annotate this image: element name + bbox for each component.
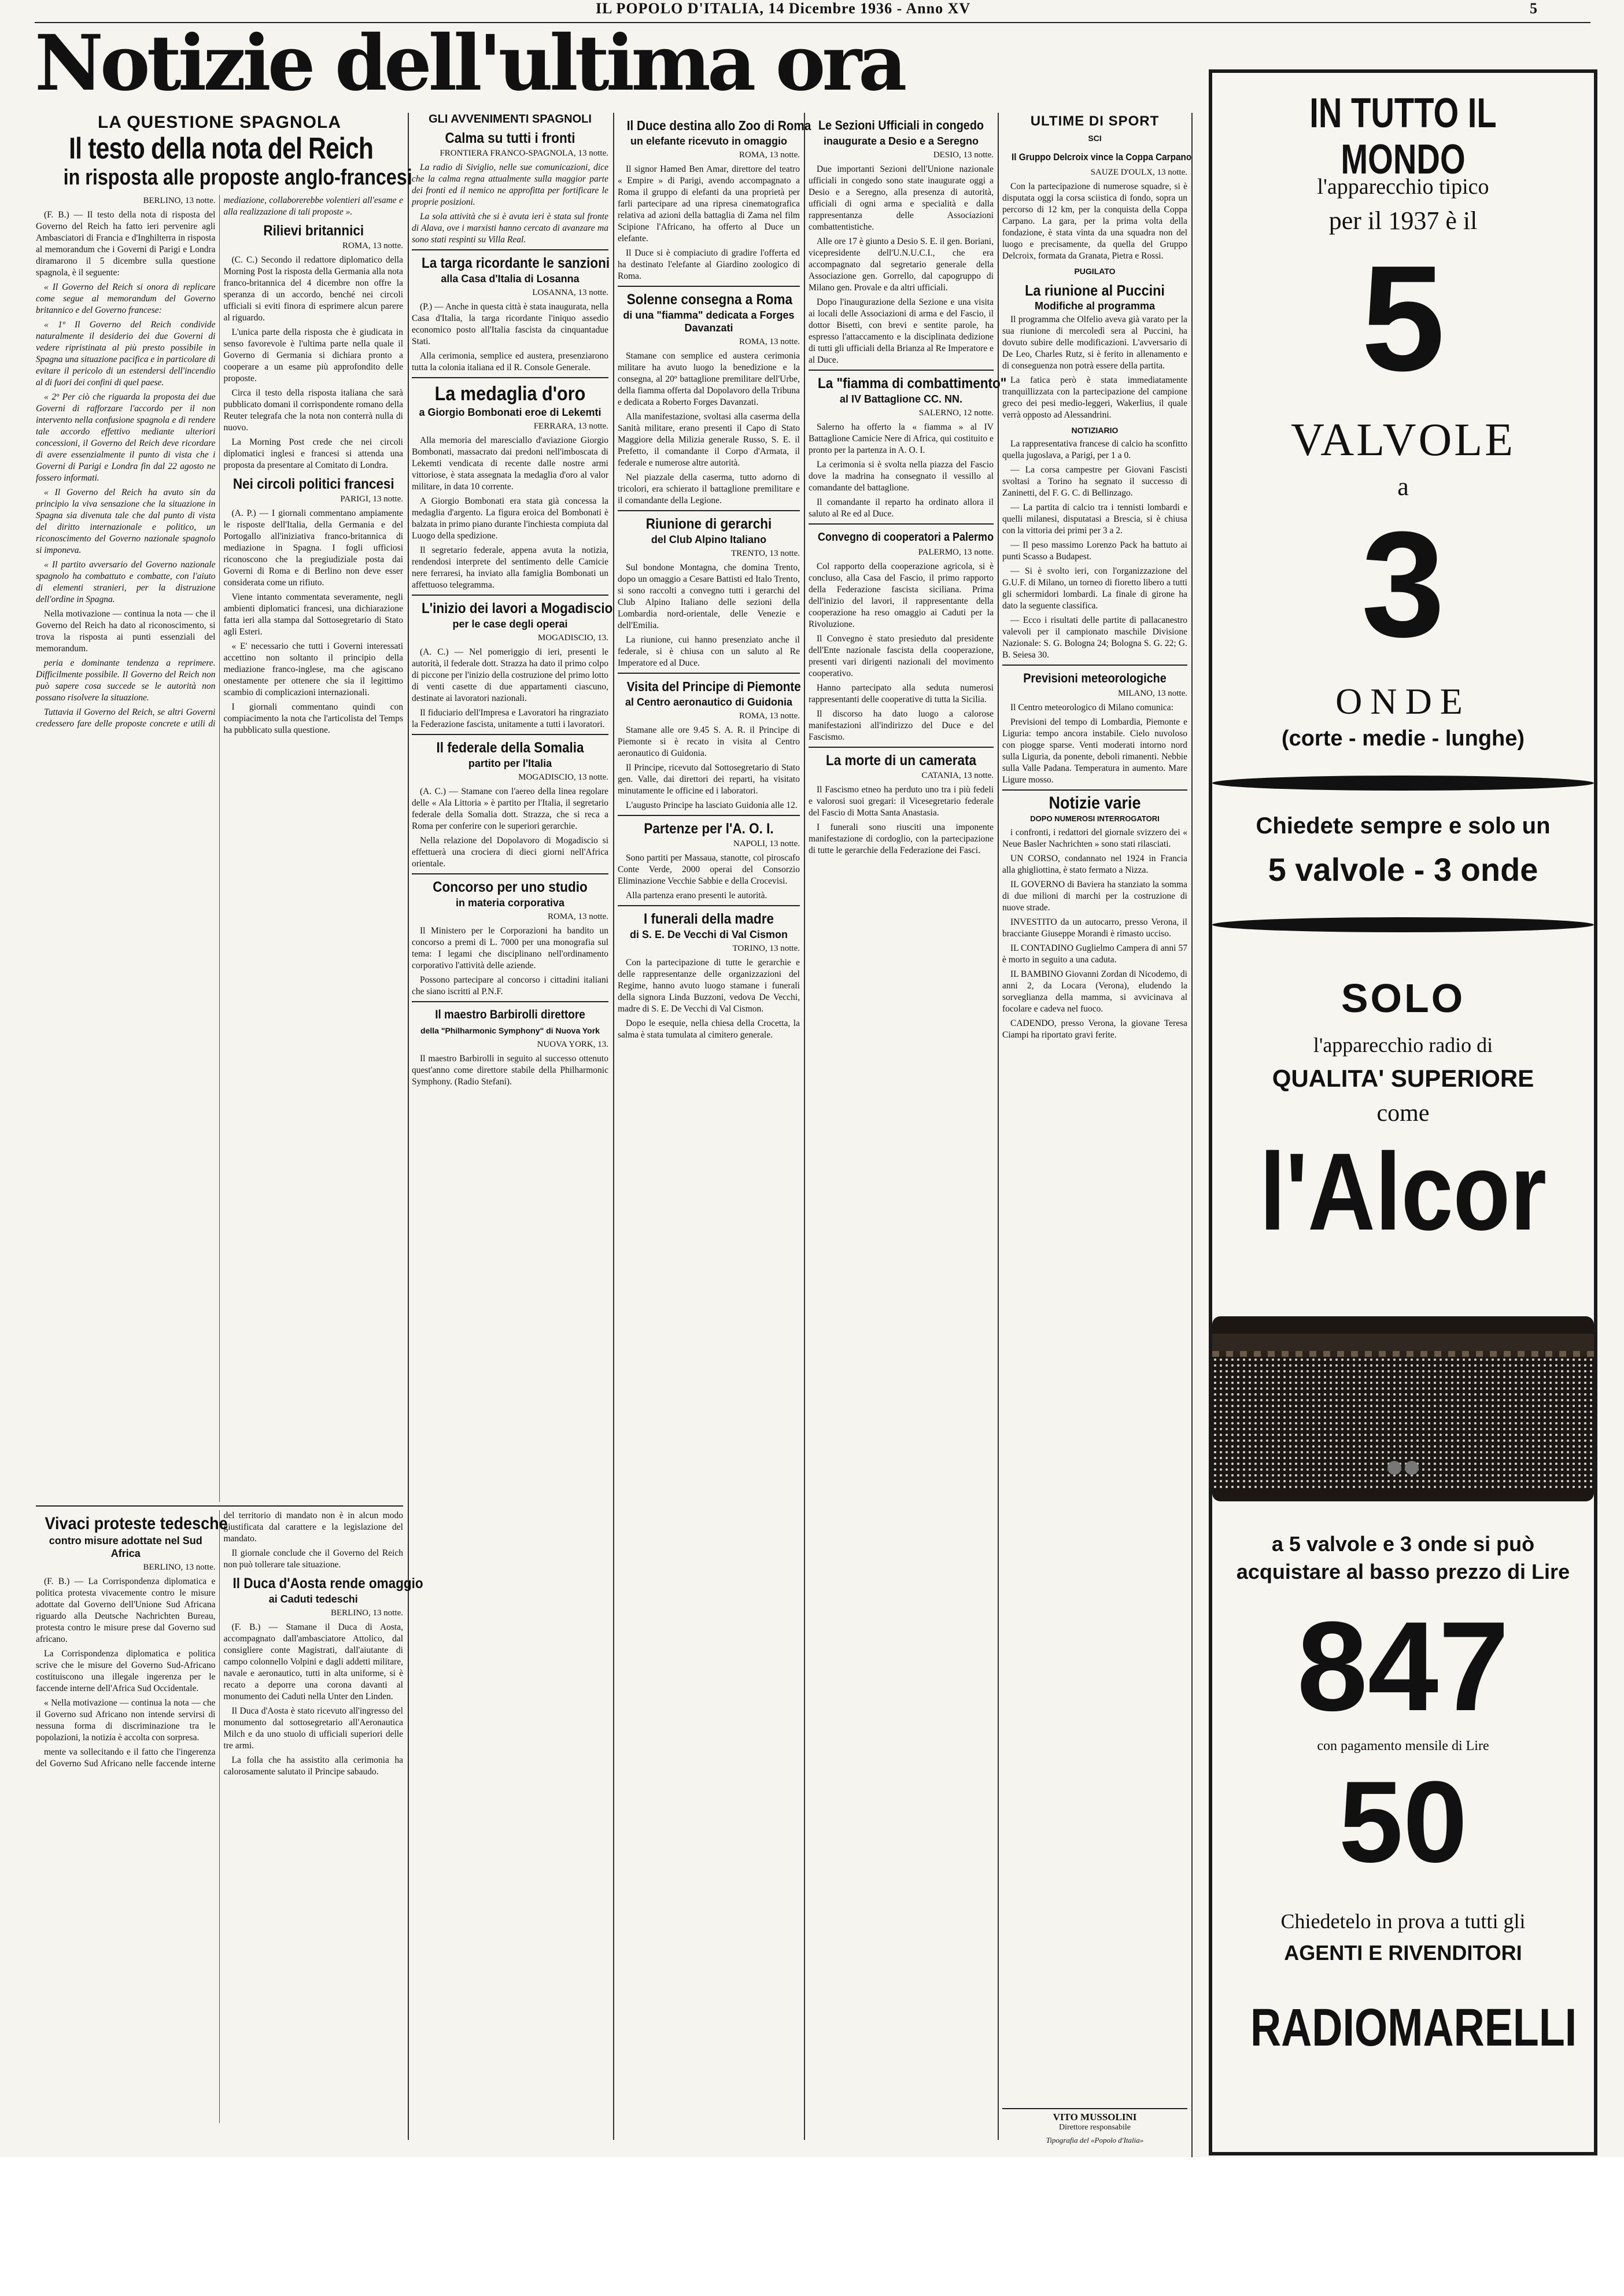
paragraph: I funerali sono riusciti una imponente manifestazione di cordoglio, con la partecipazione di tutte le gerarchie della Federazione dei Fasci. [809,822,994,855]
column-2 [412,113,613,2149]
article-subtitle: a Giorgio Bombonati eroe di Lekemti [419,407,601,418]
article-title: L'inizio dei lavori a Mogadiscio [422,600,613,617]
paragraph: Salerno ha offerto la « fiamma » al IV Battaglione Camicie Nere di Africa, qui costituito e pronto per la partenza in A. O. I. [809,422,994,455]
article-title: I funerali della madre [643,911,774,927]
paragraph: Nel piazzale della caserma, tutto adorno di tricolori, era schierato il battaglione premilitare e il comandante della Legione. [618,473,800,505]
dateline: NAPOLI, 13 notte. [733,839,800,848]
paragraph: — Il peso massimo Lorenzo Pack ha battuto ai punti Scasso a Budapest. [1002,540,1187,562]
section-kicker: GLI AVVENIMENTI SPAGNOLI [429,113,592,125]
paragraph: Il Ministero per le Corporazioni ha bandito un concorso a premi di L. 7000 per una monografia sul tema: I legami che disciplinano nell'ordinamento corporativo l'attività delle aziende. [412,926,608,970]
paragraph: UN CORSO, condannato nel 1924 in Francia alla ghigliottina, è stato fermato a Nizza. [1002,854,1187,875]
ad-text: l'apparecchio tipico [1317,175,1489,199]
ad-monthly: 50 [1338,1758,1468,1887]
imprint [1002,2108,1187,2145]
article-title: Convegno di cooperatori a Palermo [818,531,994,544]
paragraph: Il Fascismo etneo ha perduto uno tra i più fedeli e valorosi suoi gregari: il Vicesegretario federale del Fascio di Motta Santa Anastasia. [809,785,994,818]
article-subtitle: di una "fiamma" dedicata a Forges Davanzati [623,309,795,334]
dateline: ROMA, 13 notte. [739,150,800,160]
section-rule [618,286,800,287]
ad-big-number: 3 [1361,501,1445,669]
article-subtitle: DOPO NUMEROSI INTERROGATORI [1030,814,1160,823]
column-divider [1191,113,1193,2157]
dateline: ROMA, 13 notte. [548,912,608,921]
dateline: ROMA, 13 notte. [342,241,403,250]
paragraph: Il comandante il reparto ha ordinato allora il saluto al Re ed al Duce. [809,497,994,519]
ad-price: 847 [1297,1595,1509,1737]
paragraph: Dopo le esequie, nella chiesa della Crocetta, la salma è stata tumulata al cimitero generale. [618,1018,800,1040]
paragraph: Il segretario federale, appena avuta la notizia, rendendosi interprete del sentimento delle Camicie nere ferraresi, ha inviato alla famiglia Bombonati un affettuoso telegramma. [412,545,608,590]
section-rule [809,370,994,371]
paragraph: Possono partecipare al concorso i cittadini italiani che siano iscritti al P.N.F. [412,975,608,996]
paragraph: Il giornale conclude che il Governo del Reich non può tollerare tale situazione. [223,1548,403,1570]
column-5 [1002,113,1192,2151]
column-divider [613,113,614,2140]
paragraph: « E' necessario che tutti i Governi interessati accettino non soltanto il principio della mediazione franco-inglese, ma che agiscano onestamente per ottenere che sia il legittimo scambio di complicazioni internazionali. [223,641,403,697]
column-4 [809,113,1007,2149]
article-title: Il Duca d'Aosta rende omaggio [232,1575,423,1592]
paragraph: L'augusto Principe ha lasciato Guidonia alle 12. [626,800,798,810]
article-subtitle: della "Philharmonic Symphony" di Nuova York [420,1026,600,1035]
dateline: BERLINO, 13 notte. [331,1608,403,1618]
paragraph: (F. B.) — Stamane il Duca di Aosta, accompagnato dall'ambasciatore Attolico, dal consigliere conte Magistrati, dall'aiutante di campo colonnello Volpini e dagli addetti militare, navale e aeronautico, tutti in alta uniforme, si è recato a deporre una corona davanti al monumento dei Caduti nella Unter den Linden. [223,1622,403,1701]
paragraph: Tuttavia il Governo del Reich, se altri Governi credessero fare delle proposte concrete e utili di mediazione, collaborerebbe volentieri all'esame e alla realizzazione di tali proposte ». [36,195,403,729]
masthead [0,0,1624,17]
paragraph: — Ecco i risultati delle partite di pallacanestro valevoli per il campionato maschile Divisione Nazionale: S. G. Bologna 24; Bologna S. G. 22; G. B. Seiesa 30. [1002,615,1187,660]
paragraph: — La corsa campestre per Giovani Fascisti svoltasi a Torino ha segnato il successo di Zaninetti, del F. G. C. di Bellinzago. [1002,465,1187,498]
paragraph: Sul bondone Montagna, che domina Trento, dopo un omaggio a Cesare Battisti ed Italo Trento, si sono raccolti a convegno tutti i gerarchi del Club Alpino Italiano delle sezioni della Lombardia nord-orientale, delle Venezie e dell'Emilia. [618,563,800,630]
article-title: La medaglia d'oro [434,383,586,405]
paragraph: I giornali commentano quindi con compiacimento la nota che l'articolista del Temps ha pubblicato sulla questione. [223,702,403,735]
bullet-dot [1212,917,1594,932]
paragraph: La rappresentativa francese di calcio ha sconfitto quella jugoslava, a Parigi, per 1 a 0. [1002,439,1187,460]
paragraph: Il programma che Olfelio aveva già varato per la sua riunione di mercoledì sera al Puccini, ha dovuto subire delle modificazioni. L'avversario di De Leo, Charles Rutz, si è ferito in allenamento e di conseguenza non potrà essere della partita. [1002,315,1187,371]
paragraph: A Giorgio Bombonati era stata già concessa la medaglia d'argento. La figura eroica del Bombonati è balzata in primo piano durante l'inchiesta compiuta dal Luogo della spedizione. [412,496,608,541]
paragraph: (C. C.) Secondo il redattore diplomatico della Morning Post la risposta della Germania alla nota franco-britannica del 4 dicembre non offre la speranza di un accordo, benché nei circoli ufficiali si eviti finora di esprimere alcun parere al riguardo. [223,255,403,323]
column-divider [408,113,409,2140]
paragraph: Il Convegno è stato presieduto dal presidente dell'Ente nazionale fascista della cooperazione, presenti vari dirigenti nazionali del movimento cooperativo. [809,634,994,678]
article-title: Vivaci proteste tedesche [45,1514,228,1533]
director-role: Direttore responsabile [1058,2123,1131,2132]
article-subtitle: del Club Alpino Italiano [651,534,767,545]
page-margin [0,2157,1624,2296]
ad-text: l'apparecchio radio di [1313,1033,1493,1057]
article-subtitle: un elefante ricevuto in omaggio [630,135,788,147]
article-title: Calma su tutti i fronti [445,130,575,146]
section-rule [412,377,608,378]
paragraph: (A. C.) — Stamane con l'aereo della linea regolare delle « Ala Littoria » è partito per l'Italia, il segretario federale della Somalia dott. Strazza, che si reca a Roma per conferire con le superiori gerarchie. [412,787,608,831]
article-title: Il maestro Barbirolli direttore [435,1008,585,1021]
article-title: Il federale della Somalia [436,740,584,756]
paragraph: La riunione, cui hanno presenziato anche il federale, si è chiusa con un saluto al Re Imperatore ed al Duce. [618,635,800,668]
paragraph: Viene intanto commentata severamente, negli ambienti diplomatici francesi, una dichiarazione fatta ieri alla stampa dal Sottosegretario di Stato agli Esteri. [223,592,403,637]
article-subtitle: inaugurate a Desio e a Seregno [823,135,979,147]
ad-text: a [1397,473,1409,501]
section-rule [809,523,994,525]
section-label: NOTIZIARIO [1071,426,1119,435]
paragraph: Il fiduciario dell'Impresa e Lavoratori ha ringraziato la Federazione fascista, unitamente a tutti i lavoratori. [412,708,608,729]
column-divider [804,113,805,2140]
ad-text: QUALITA' SUPERIORE [1272,1065,1534,1092]
article-subtitle: partito per l'Italia [468,758,552,769]
paragraph: Previsioni del tempo di Lombardia, Piemonte e Liguria: tempo ancora instabile. Cielo nuvoloso con piogge sparse. Venti moderati intorno nord sulla Liguria, da ponente, deboli rimanenti. Nebbie sulla Valle Padana. Temperatura in aumento. Mare Ligure mosso. [1002,717,1187,785]
dateline: FRONTIERA FRANCO-SPAGNOLA, 13 notte. [440,149,608,158]
paragraph: IL CONTADINO Guglielmo Campera di anni 57 è morto in seguito a una caduta. [1002,943,1187,965]
article-subtitle: contro misure adottate nel Sud Africa [49,1535,202,1559]
paragraph: La Corrispondenza diplomatica e politica scrive che le misure del Governo Sud-Africano costituiscono una illegale ingerenza per le faccende interne dell'Africa Sud Occidentale. [36,1649,216,1693]
article-subtitle: alla Casa d'Italia di Losanna [441,273,580,285]
article-title: Le Sezioni Ufficiali in congedo [818,118,984,132]
dateline: TRENTO, 13 notte. [731,549,800,558]
paragraph: CADENDO, presso Verona, la giovane Teresa Ciampi ha riportato gravi ferite. [1002,1018,1187,1040]
ad-text: 5 valvole - 3 onde [1268,851,1538,888]
section-rule [412,1001,608,1002]
dateline: DESIO, 13 notte. [933,150,994,160]
article-title: Concorso per uno studio [433,879,588,895]
page-headline: Notizie dell'ultima ora [35,19,904,108]
ad-text: come [1376,1100,1430,1127]
section-rule [1002,789,1187,791]
paragraph: La folla che ha assistito alla cerimonia ha calorosamente salutato il Principe sabaudo. [223,1755,403,1777]
article-title: Il Duce destina allo Zoo di Roma [626,118,811,133]
paragraph: Dopo l'inaugurazione della Sezione e una visita ai locali delle Associazioni di arma e del Fascio, il dottor Bisetti, con brevi e sentite parole, ha espresso l'attaccamento e la disciplinata dedizione di tutti gli ufficiali della Brianza al Re Imperatore e al Duce. [809,297,994,365]
section-label: SCI [1088,134,1102,143]
section-kicker: ULTIME DI SPORT [1030,113,1160,129]
paragraph: i confronti, i redattori del giornale svizzero dei « Neue Basler Nachrichten » sono stati rilasciati. [1002,828,1187,849]
paragraph: Il Duca d'Aosta è stato ricevuto all'ingresso del monumento dal sottosegretario all'Aeronautica Milch e da uno stuolo di ufficiali superiori delle tre armi. [223,1706,403,1751]
article-title: Visita del Principe di Piemonte [626,679,801,694]
section-kicker: LA QUESTIONE SPAGNOLA [97,113,342,132]
dateline: NUOVA YORK, 13. [537,1040,608,1049]
article-subtitle: in risposta alle proposte anglo-francesi [63,165,412,190]
paragraph: Due importanti Sezioni dell'Unione nazionale ufficiali in congedo sono state inaugurate oggi a Desio e a Seregno, alla presenza di autorità, ufficiali di ogni arma e specialità e dalla rappresentanza delle Associazioni combattentistiche. [809,164,994,232]
paragraph: La sola attività che si è avuta ieri è stata sul fronte di Alava, ove i marxisti hanno cercato di avanzare ma sono stati respinti su Villa Real. [412,212,608,245]
masthead-title: IL POPOLO D'ITALIA, 14 Dicembre 1936 - Anno XV [596,0,971,17]
paragraph: Stamane con semplice ed austera cerimonia militare ha avuto luogo la benedizione e la consegna, al 20º battaglione premilitare dell'Urbe, della fiamma offerta dal Dopolavoro della Tribuna e dedicata a Roberto Forges Davanzati. [618,351,800,407]
paragraph: (A. P.) — I giornali commentano ampiamente le risposte dell'Italia, della Germania e del Portogallo all'iniziativa franco-britannica di mediazione in Spagna. I fogli ufficiosi riconoscono che la pregiudiziale posta dai Governi di Roma e di Berlino non deve esser considerata come un rifiuto. [223,508,403,588]
radio-advertisement [1209,69,1597,2155]
paragraph: La radio di Siviglio, nelle sue comunicazioni, dice che la calma regna attualmente sulla maggior parte dei fronti ed il nemico ne approfitta per fortificare le proprie posizioni. [412,163,608,207]
page-number: 5 [1530,0,1537,17]
article-subtitle: di S. E. De Vecchi di Val Cismon [629,929,788,940]
paragraph: peria e dominante tendenza a reprimere. Difficilmente possibile. Il Governo del Reich non può sapere cosa succede se le autorità non possano risolvere la situazione. [36,658,216,703]
article-subtitle: per le case degli operai [452,618,568,630]
section-rule [36,1505,403,1507]
dateline: ROMA, 13 notte. [739,337,800,346]
article-title: Il Gruppo Delcroix vince la Coppa Carpano [1012,152,1192,163]
dateline: PALERMO, 13 notte. [918,548,994,557]
article-title: Il testo della nota del Reich [69,132,374,165]
article-body [36,1510,423,2123]
paragraph: INVESTITO da un autocarro, presso Verona, il bracciante Giuseppe Morandi è rimasto ucciso. [1002,917,1187,939]
paragraph: L'unica parte della risposta che è giudicata in senso favorevole è l'ultima parte nella quale il Governo di Germania si dichiara pronto a cooperare a un esame più approfondito delle proposte. [223,327,403,383]
ad-text: ONDE [1335,681,1471,722]
section-rule [412,595,608,596]
paragraph: « Il Governo del Reich si onora di replicare come segue al memorandum del Governo britannico e del Governo francese: [36,282,216,315]
paragraph: Il signor Hamed Ben Amar, direttore del teatro « Empire » di Parigi, avendo accompagnato a Roma il gruppo di elefanti da una proprietà per farli partecipare ad una ripresa cinematografica relativa ad azioni della battaglia di Zama nel film Scipione l'Africano, ha offerto al Duce un elefante. [618,164,800,243]
paragraph: — La partita di calcio tra i tennisti lombardi e quelli milanesi, disputatasi a Brescia, si è chiusa con la vittoria dei primi per 3 a 2. [1002,503,1187,536]
director-name: VITO MUSSOLINI [1053,2112,1137,2122]
article-subtitle: ai Caduti tedeschi [268,1593,358,1605]
paragraph: « 2º Per ciò che riguarda la proposta dei due Governi di rafforzare l'accordo per il non intervento nella confusione spagnola e di rendere tale accordo effettivo mediante ulteriori concessioni, il Governo del Reich deve ricordare di avere essenzialmente il punto di vista che i Governi di Parigi e Londra fin dal 22 agosto ne fossero informati. [36,392,216,483]
article-body [36,195,403,1502]
article-title: Notizie varie [1049,793,1141,813]
ad-text: AGENTI E RIVENDITORI [1284,1941,1522,1965]
dateline: SAUZE D'OULX, 13 notte. [1090,168,1187,177]
paragraph: (A. C.) — Nel pomeriggio di ieri, presenti le autorità, il federale dott. Strazza ha dato il primo colpo di piccone per l'inizio della costruzione del primo lotto di venti casette di due appartamenti ciascuno, destinate ai lavoratori nazionali. [412,647,608,703]
paragraph: « Nella motivazione — continua la nota — che il Governo sud Africano non intende servirsi di nessuna forma di discriminazione tra le popolazioni, la notizia è accolta con sorpresa. [36,1698,216,1743]
paragraph: La Morning Post crede che nei circoli diplomatici inglesi e francesi si attenda una proposta da presentare al Comitato di Londra. [223,437,403,470]
section-rule [412,734,608,735]
dateline: FERRARA, 13 notte. [533,422,608,431]
ad-text: Chiedete sempre e solo un [1256,813,1551,839]
paragraph: Il discorso ha dato luogo a calorose manifestazioni all'indirizzo del Duce e del Fascismo. [809,709,994,742]
paragraph: La cerimonia si è svolta nella piazza del Fascio dove la madrina ha consegnato il vessillo al comandante del battaglione. [809,460,994,493]
paragraph: « Il Governo del Reich ha avuto sin da principio la viva sensazione che la situazione in Spagna sia divenuta tale che dal punto di vista del diritto internazionale e politico, un riconoscimento del Governo nazionale spagnolo si imponeva. [36,488,216,555]
paragraph: Alle ore 17 è giunto a Desio S. E. il gen. Boriani, vicepresidente dell'U.N.U.C.I., che era accompagnato dal segretario generale della Associazione gen. Gorrello, dal capogruppo di Milano gen. Provale e da altri ufficiali. [809,237,994,293]
ad-text: VALVOLE [1290,415,1516,466]
paragraph: — Si è svolto ieri, con l'organizzazione del G.U.F. di Milano, un torneo di fioretto libero a tutti gli schermidori lombardi. La finale di girone ha dato la seguente classifica. [1002,566,1187,611]
dateline: MILANO, 13 notte. [1118,689,1187,698]
column-divider [998,113,999,2140]
ad-big-number: 5 [1361,235,1445,403]
dateline: MOGADISCIO, 13 notte. [518,773,608,782]
paragraph: Alla manifestazione, svoltasi alla caserma della Sanità militare, erano presenti il Capo di Stato Maggiore della Milizia generale Russo, S. E. il Prefetto, il comandante il Corpo d'Armata, il federale e numerose altre autorità. [618,412,800,468]
ad-text: SOLO [1341,976,1466,1021]
paragraph: Alla partenza erano presenti le autorità. [626,891,767,900]
dateline: ROMA, 13 notte. [739,711,800,721]
paragraph: La fatica però è stata immediatamente tranquillizzata con la partecipazione del campione greco dei pesi medio-leggeri, Wakerlius, il quale verrà opposto ad Alessandrini. [1002,375,1187,420]
paragraph: (P.) — Anche in questa città è stata inaugurata, nella Casa d'Italia, la targa ricordante l'iniquo assedio economico posto all'Italia fascista da cinquantadue Stati. [412,302,608,346]
dateline: LOSANNA, 13 notte. [532,288,608,297]
paragraph: Stamane alle ore 9.45 S. A. R. il Principe di Piemonte si è recato in visita al Centro aeronautico di Guidonia. [618,725,800,758]
ad-text: (corte - medie - lunghe) [1281,726,1525,751]
article-title: Previsioni meteorologiche [1023,671,1167,685]
article-title: La riunione al Puccini [1025,282,1165,299]
dateline: SALERNO, 12 notte. [918,408,994,418]
section-rule [618,510,800,511]
dateline: MOGADISCIO, 13. [537,633,608,643]
paragraph: Circa il testo della risposta italiana che sarà pubblicato domani il corrispondente romano della Reuter telegrafa che la nota non conterrà nulla di nuovo. [223,388,403,433]
paragraph: Hanno partecipato alla seduta numerosi rappresentanti delle cooperative di tutta la Sicilia. [809,683,994,704]
section-label: PUGILATO [1074,267,1116,276]
article-title: Solenne consegna a Roma [626,291,793,308]
paragraph: mente va sollecitando e il fatto che l'ingerenza del Governo Sud Africano nelle faccende interne del territorio di mandato non è in alcun modo giustificata dal carattere e la legislazione del mandato. [36,1511,403,1769]
paragraph: Sono partiti per Massaua, stanotte, col piroscafo Conte Verde, 2000 operai del Consorzio Eliminazione Vecchie Sabbie e della Crocevisi. [618,853,800,886]
paragraph: « 1º Il Governo del Reich condivide naturalmente il desiderio dei due Governi di vedere ripristinata al più presto possibile in Spagna una situazione pacifica e in particolare di evitare il pericolo di un estendersi dell'incendio al di fuori dei confini di quel paese. [36,320,216,387]
bullet-dot [1212,776,1594,791]
dateline: TORINO, 13 notte. [732,944,800,953]
ad-maker: RADIOMARELLI [1250,1998,1577,2057]
article-title: Rilievi britannici [263,223,364,239]
paragraph: Alla memoria del maresciallo d'aviazione Giorgio Bombonati, massacrato dai predoni nell'imboscata di Lekemti vendicata di recente dalle nostre armi vittoriose, è stata assegnata la medaglia d'oro al valor militare, in data 10 corrente. [412,435,608,492]
paragraph: « Il partito avversario del Governo nazionale spagnolo ha combattuto e combatte, con l'aiuto di elementi stranieri, per la distruzione dell'ordine in Spagna. [36,560,216,604]
section-rule [1002,665,1187,666]
article-title: La "fiamma di combattimento" [818,375,1007,392]
paragraph: Nella relazione del Dopolavoro di Mogadiscio si effettuerà una crociera di dieci giorni nell'Africa orientale. [412,836,608,869]
ad-text: per il 1937 è il [1328,206,1478,235]
dateline: BERLINO, 13 notte. [143,196,216,205]
paragraph: IL GOVERNO di Baviera ha stanziato la somma di due milioni di marchi per la costruzione di nuove strade. [1002,880,1187,913]
section-rule [809,747,994,748]
article-subtitle: al IV Battaglione CC. NN. [839,393,963,405]
radio-illustration [1212,1316,1594,1501]
radio-top-panel [1212,1334,1594,1351]
radio-knobs [1212,1461,1594,1484]
dateline: CATANIA, 13 notte. [921,771,994,780]
paragraph: Il maestro Barbirolli in seguito al successo ottenuto quest'anno come direttore stabile della Philharmonic Symphony. (Radio Stefani). [412,1054,608,1087]
section-rule [618,905,800,906]
paragraph: (F. B.) — Il testo della nota di risposta del Governo del Reich ha fatto ieri pervenire agli Ambasciatori di Francia e d'Inghilterra in risposta al memorandum che i Governi di Parigi e Londra diramarono il 5 dicembre sulla questione spagnola, è il seguente: [36,210,216,278]
column-3 [618,113,811,2149]
article-subtitle: in materia corporativa [455,897,565,909]
printer: Tipografia del «Popolo d'Italia» [1046,2136,1144,2144]
paragraph: Il Duce si è compiaciuto di gradire l'offerta ed ha destinato l'elefante al Giardino zoologico di Roma. [618,248,800,281]
paragraph: Con la partecipazione di numerose squadre, si è disputata oggi la corsa sciistica di fondo, sopra un percorso di 12 km, per la conquista della Coppa Carpano. La gara, per la prima volta della fondazione, è stata vinta da una squadra non del luogo e precisamente, da quella del Gruppo Delcroix, formata da Granata, Pietra e Rossi. [1002,182,1187,261]
ad-headline: IN TUTTO IL MONDO [1309,90,1497,183]
article-subtitle: al Centro aeronautico di Guidonia [625,696,793,708]
section-rule [412,873,608,874]
section-rule [618,673,800,674]
section-rule [412,249,608,250]
ad-text: a 5 valvole e 3 onde si può acquistare al basso prezzo di Lire [1236,1532,1570,1583]
paragraph: Con la partecipazione di tutte le gerarchie e delle rappresentanze delle organizzazioni del Regime, hanno avuto luogo stamane i funerali della signora Linda Buzzoni, vedova De Vecchi, madre di S. E. De Vecchi di Val Cismon. [618,958,800,1014]
ad-text: Chiedetelo in prova a tutti gli [1280,1910,1526,1933]
article-subtitle: Modifiche al programma [1034,300,1156,312]
paragraph: Col rapporto della cooperazione agricola, si è concluso, alla Casa del Fascio, il primo rapporto della Federazione fascista siciliana. Prima dell'inizio del lavori, il rappresentante della cooperazione ha reso omaggio ai Caduti per la Rivoluzione. [809,562,994,629]
ad-text: con pagamento mensile di Lire [1317,1738,1489,1754]
article-title: La morte di un camerata [825,752,977,769]
dateline: PARIGI, 13 notte. [340,494,403,504]
section-rule [618,815,800,816]
article-title: Riunione di gerarchi [645,516,772,532]
paragraph: (F. B.) — La Corrispondenza diplomatica e politica protesta vivacemente contro le misure adottate dal Governo dell'Unione Sud Africana riguardo alla Deutsche Nachrichten Bureau, protesta contro le misure prese dal Governo sud africano. [36,1577,216,1644]
column-1 [36,113,423,2149]
ad-brand: l'Alcor [1259,1131,1547,1253]
paragraph: IL BAMBINO Giovanni Zordan di Nicodemo, di anni 2, da Locara (Verona), eludendo la sorveglianza della mamma, si avvicinava al focolare e cadeva nel fuoco. [1002,969,1187,1014]
article-title: Partenze per l'A. O. I. [644,821,774,837]
dateline: BERLINO, 13 notte. [143,1563,216,1572]
paragraph: Nella motivazione — continua la nota — che il Governo del Reich ha dato al riconoscimento, si trova la risposta ai punti essenziali del memorandum. [36,609,216,654]
paragraph: Alla cerimonia, semplice ed austera, presenziarono tutta la colonia italiana ed il R. Console Generale. [412,351,608,372]
article-title: La targa ricordante le sanzioni [422,255,610,271]
paragraph: Il Centro meteorologico di Milano comunica: [1010,703,1173,713]
article-title: Nei circoli politici francesi [232,476,394,492]
paragraph: Il Principe, ricevuto dal Sottosegretario di Stato gen. Valle, dai direttori dei reparti, ha visitato minutamente le officine ed i laboratori. [618,763,800,796]
